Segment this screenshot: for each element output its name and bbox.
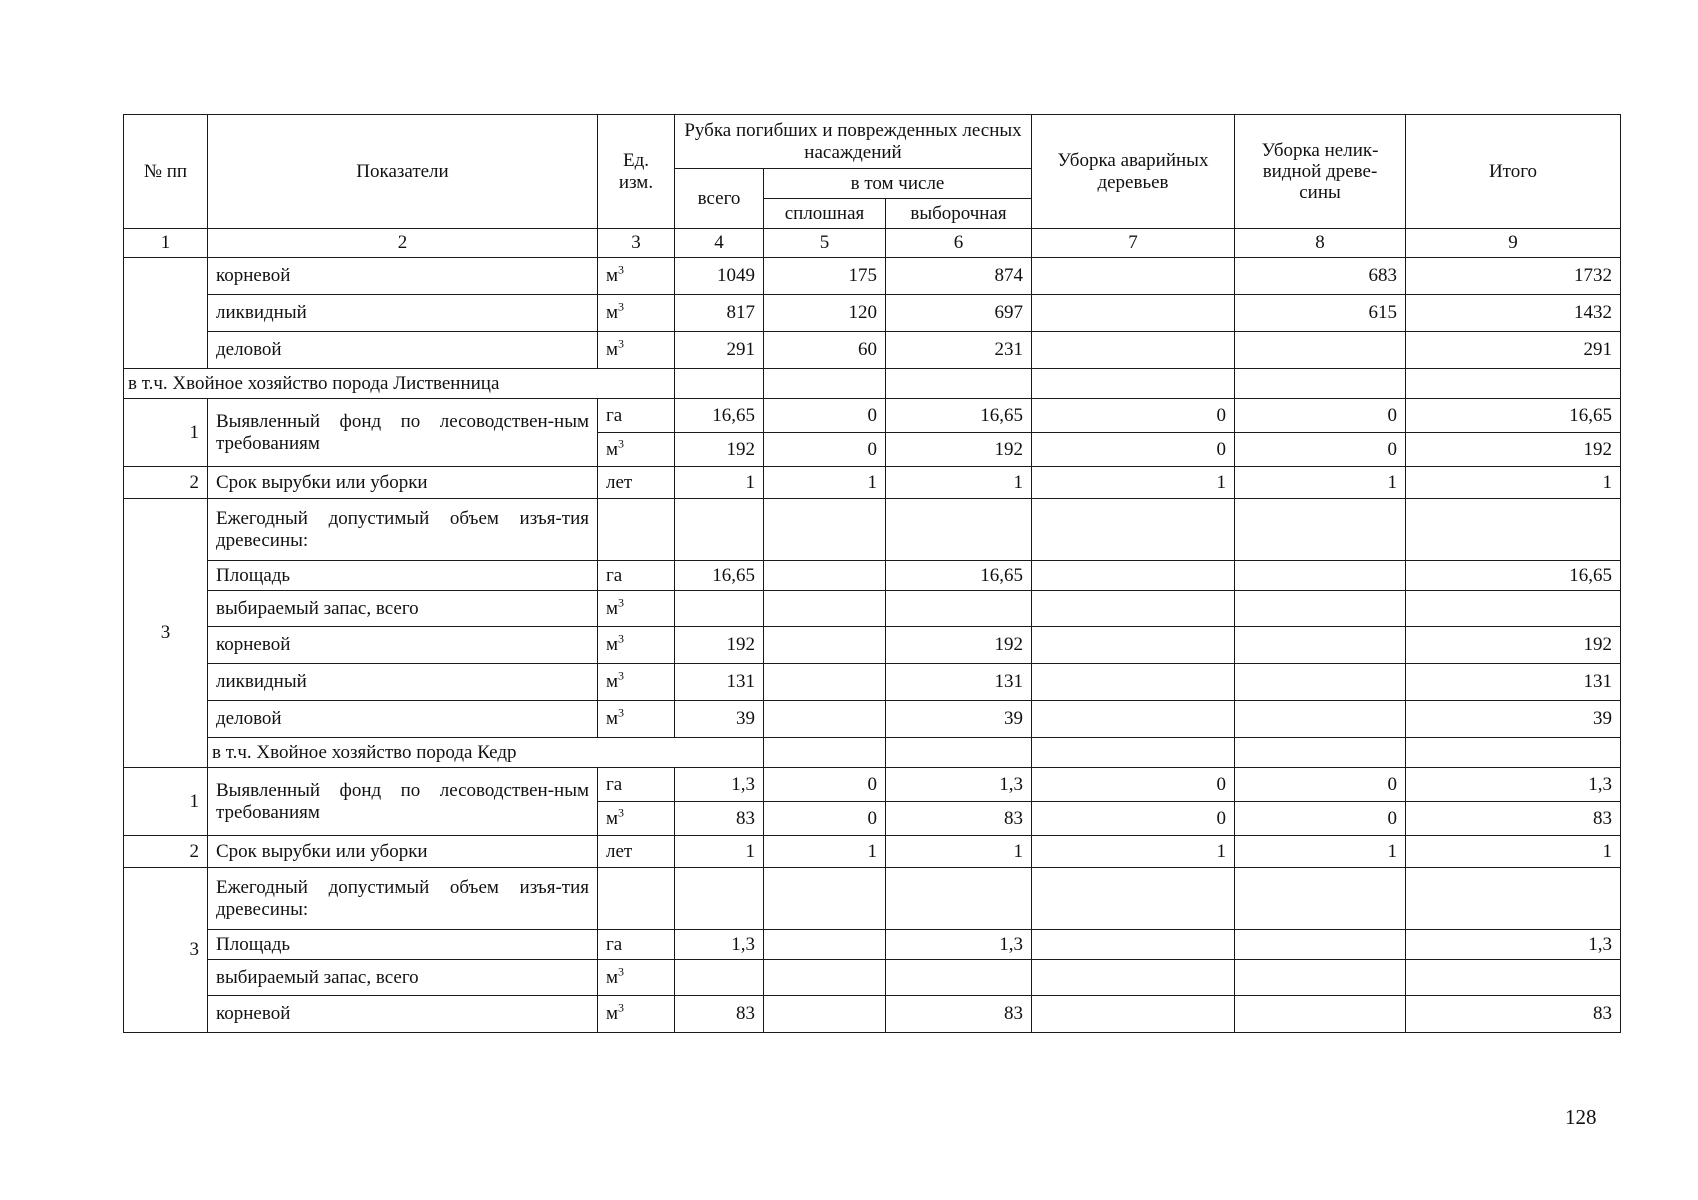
unit-cell: $м^3$ — [598, 332, 675, 369]
table-row — [124, 664, 1621, 701]
unit-cell: $м^3$ — [598, 258, 675, 295]
row-number: 3 — [124, 499, 208, 768]
table-row — [124, 768, 1621, 802]
row-label: ликвидный — [208, 295, 598, 332]
value-cell: 83 — [675, 996, 764, 1033]
unit-cell: $м^3$ — [598, 996, 675, 1033]
value-cell: 1 — [1406, 836, 1621, 868]
value-cell: 1 — [1032, 467, 1235, 499]
header-emergency: Уборка аварийных деревьев — [1032, 115, 1235, 229]
table-row — [124, 868, 1621, 930]
row-label: Площадь — [208, 561, 598, 591]
value-cell: 192 — [675, 627, 764, 664]
value-cell: 1732 — [1406, 258, 1621, 295]
value-cell: 131 — [675, 664, 764, 701]
table-row — [124, 627, 1621, 664]
empty-cell — [1235, 499, 1406, 561]
table-row — [124, 836, 1621, 868]
empty-cell — [886, 868, 1032, 930]
header-indicators: Показатели — [208, 115, 598, 229]
col-number: 1 — [124, 229, 208, 258]
value-cell — [764, 701, 886, 738]
unit-cell: $м^3$ — [598, 802, 675, 836]
row-number: 1 — [124, 768, 208, 836]
empty-cell — [886, 499, 1032, 561]
row-label: выбираемый запас, всего — [208, 591, 598, 627]
empty-cell — [675, 591, 764, 627]
value-cell: 1,3 — [1406, 768, 1621, 802]
row-label: Срок вырубки или уборки — [208, 467, 598, 499]
empty-cell — [1235, 591, 1406, 627]
value-cell: 83 — [886, 996, 1032, 1033]
value-cell: 16,65 — [1406, 561, 1621, 591]
value-cell: 192 — [675, 433, 764, 467]
value-cell: 16,65 — [675, 399, 764, 433]
row-label: ликвидный — [208, 664, 598, 701]
empty-cell — [1235, 369, 1406, 399]
empty-cell — [764, 960, 886, 996]
empty-cell — [1235, 868, 1406, 930]
value-cell: 874 — [886, 258, 1032, 295]
value-cell: 192 — [1406, 433, 1621, 467]
value-cell — [764, 664, 886, 701]
col-number: 8 — [1235, 229, 1406, 258]
empty-cell — [598, 499, 675, 561]
value-cell: 0 — [764, 433, 886, 467]
value-cell — [1235, 561, 1406, 591]
value-cell: 83 — [1406, 996, 1621, 1033]
value-cell: 0 — [764, 399, 886, 433]
value-cell: 0 — [1032, 768, 1235, 802]
unit-cell: га — [598, 930, 675, 960]
value-cell: 0 — [1235, 399, 1406, 433]
table-row — [124, 399, 1621, 433]
page-number: 128 — [1565, 1105, 1597, 1129]
value-cell — [1032, 996, 1235, 1033]
value-cell: 131 — [1406, 664, 1621, 701]
table-row — [124, 996, 1621, 1033]
empty-cell — [1406, 868, 1621, 930]
value-cell: 0 — [1235, 433, 1406, 467]
row-label: корневой — [208, 627, 598, 664]
unit-cell: лет — [598, 467, 675, 499]
empty-cell — [1032, 369, 1235, 399]
row-number: 2 — [124, 467, 208, 499]
value-cell: 1 — [1032, 836, 1235, 868]
value-cell: 1,3 — [1406, 930, 1621, 960]
value-cell: 1 — [1235, 467, 1406, 499]
value-cell: 39 — [1406, 701, 1621, 738]
value-cell: 817 — [675, 295, 764, 332]
table-row — [124, 332, 1621, 369]
table-row — [124, 960, 1621, 996]
forest-data-table — [123, 114, 1621, 1033]
row-label: деловой — [208, 701, 598, 738]
value-cell: 0 — [1235, 802, 1406, 836]
empty-cell — [1032, 499, 1235, 561]
value-cell: 1049 — [675, 258, 764, 295]
empty-cell — [1032, 738, 1235, 768]
header-cutting: Рубка погибших и поврежденных лесных насаждений — [675, 115, 1032, 169]
column-number-row — [124, 229, 1621, 258]
value-cell: 192 — [1406, 627, 1621, 664]
value-cell: 1 — [675, 836, 764, 868]
value-cell: 291 — [1406, 332, 1621, 369]
empty-cell — [1235, 960, 1406, 996]
value-cell: 0 — [1032, 802, 1235, 836]
value-cell — [1032, 295, 1235, 332]
unit-cell: га — [598, 399, 675, 433]
value-cell: 39 — [886, 701, 1032, 738]
section-title: в т.ч. Хвойное хозяйство порода Лиственница — [124, 369, 675, 399]
empty-cell — [598, 868, 675, 930]
value-cell: 1,3 — [675, 768, 764, 802]
col-number: 4 — [675, 229, 764, 258]
unit-cell: $м^3$ — [598, 664, 675, 701]
value-cell — [1235, 627, 1406, 664]
empty-cell — [1032, 960, 1235, 996]
empty-cell — [886, 738, 1032, 768]
header-nonliquid: Уборка нелик-видной древе-сины — [1235, 115, 1406, 229]
col-number: 9 — [1406, 229, 1621, 258]
value-cell: 1,3 — [886, 930, 1032, 960]
unit-cell: $м^3$ — [598, 433, 675, 467]
empty-cell — [764, 499, 886, 561]
col-number: 3 — [598, 229, 675, 258]
value-cell: 1 — [886, 467, 1032, 499]
empty-cell — [1406, 499, 1621, 561]
value-cell — [1235, 332, 1406, 369]
table-row — [124, 561, 1621, 591]
unit-cell: га — [598, 768, 675, 802]
value-cell: 16,65 — [675, 561, 764, 591]
value-cell: 615 — [1235, 295, 1406, 332]
header-including: в том числе — [764, 169, 1032, 199]
value-cell — [764, 930, 886, 960]
empty-cell — [886, 960, 1032, 996]
row-number: 1 — [124, 399, 208, 467]
row-label: выбираемый запас, всего — [208, 960, 598, 996]
value-cell: 120 — [764, 295, 886, 332]
value-cell: 131 — [886, 664, 1032, 701]
value-cell: 83 — [675, 802, 764, 836]
section-title-row — [124, 369, 1621, 399]
col-number: 2 — [208, 229, 598, 258]
header-total: Итого — [1406, 115, 1621, 229]
empty-cell — [1406, 738, 1621, 768]
row-number: 2 — [124, 836, 208, 868]
table-row — [124, 295, 1621, 332]
empty-cell — [1406, 960, 1621, 996]
value-cell — [1032, 701, 1235, 738]
value-cell — [1032, 561, 1235, 591]
value-cell: 16,65 — [1406, 399, 1621, 433]
header-selective: выборочная — [886, 199, 1032, 229]
value-cell: 16,65 — [886, 399, 1032, 433]
value-cell — [1032, 258, 1235, 295]
empty-cell — [886, 591, 1032, 627]
table-row — [124, 591, 1621, 627]
section-title-row — [124, 738, 1621, 768]
table-row — [124, 930, 1621, 960]
row-label: Ежегодный допустимый объем изъя-тия древесины: — [208, 868, 598, 930]
empty-cell — [675, 960, 764, 996]
row-label: Площадь — [208, 930, 598, 960]
unit-cell: $м^3$ — [598, 627, 675, 664]
value-cell — [1235, 701, 1406, 738]
value-cell: 83 — [886, 802, 1032, 836]
value-cell: 1 — [764, 836, 886, 868]
value-cell: 697 — [886, 295, 1032, 332]
row-number-cell — [124, 258, 208, 369]
value-cell — [1032, 664, 1235, 701]
value-cell — [1235, 996, 1406, 1033]
row-label: деловой — [208, 332, 598, 369]
value-cell: 1432 — [1406, 295, 1621, 332]
empty-cell — [1032, 591, 1235, 627]
value-cell: 192 — [886, 627, 1032, 664]
empty-cell — [1406, 591, 1621, 627]
header-num: № пп — [124, 115, 208, 229]
value-cell: 1,3 — [886, 768, 1032, 802]
value-cell: 1 — [675, 467, 764, 499]
value-cell — [764, 627, 886, 664]
empty-cell — [1032, 868, 1235, 930]
col-number: 7 — [1032, 229, 1235, 258]
unit-cell: $м^3$ — [598, 295, 675, 332]
unit-cell: $м^3$ — [598, 960, 675, 996]
value-cell: 1 — [764, 467, 886, 499]
unit-cell: $м^3$ — [598, 701, 675, 738]
value-cell: 175 — [764, 258, 886, 295]
col-number: 6 — [886, 229, 1032, 258]
value-cell: 16,65 — [886, 561, 1032, 591]
value-cell: 1 — [886, 836, 1032, 868]
empty-cell — [764, 738, 886, 768]
row-label: Выявленный фонд по лесоводствен-ным требованиям — [208, 768, 598, 836]
table-row — [124, 258, 1621, 295]
row-label: корневой — [208, 996, 598, 1033]
empty-cell — [1235, 738, 1406, 768]
value-cell: 683 — [1235, 258, 1406, 295]
section-title: в т.ч. Хвойное хозяйство порода Кедр — [208, 738, 764, 768]
value-cell: 60 — [764, 332, 886, 369]
unit-cell: $м^3$ — [598, 591, 675, 627]
value-cell: 291 — [675, 332, 764, 369]
table-row — [124, 467, 1621, 499]
empty-cell — [764, 591, 886, 627]
value-cell — [1235, 664, 1406, 701]
table-row — [124, 701, 1621, 738]
empty-cell — [764, 868, 886, 930]
value-cell — [1032, 627, 1235, 664]
row-label: Выявленный фонд по лесоводствен-ным требованиям — [208, 399, 598, 467]
value-cell: 0 — [764, 768, 886, 802]
empty-cell — [764, 369, 886, 399]
value-cell: 192 — [886, 433, 1032, 467]
empty-cell — [1406, 369, 1621, 399]
empty-cell — [886, 369, 1032, 399]
row-label: Срок вырубки или уборки — [208, 836, 598, 868]
value-cell — [764, 561, 886, 591]
table-row — [124, 499, 1621, 561]
unit-cell: лет — [598, 836, 675, 868]
value-cell: 1 — [1235, 836, 1406, 868]
value-cell: 0 — [1032, 399, 1235, 433]
value-cell — [1235, 930, 1406, 960]
row-label: корневой — [208, 258, 598, 295]
value-cell: 0 — [1032, 433, 1235, 467]
value-cell: 1 — [1406, 467, 1621, 499]
value-cell: 0 — [764, 802, 886, 836]
header-clear: сплошная — [764, 199, 886, 229]
value-cell — [764, 996, 886, 1033]
empty-cell — [675, 499, 764, 561]
value-cell: 1,3 — [675, 930, 764, 960]
value-cell: 39 — [675, 701, 764, 738]
value-cell — [1032, 332, 1235, 369]
value-cell — [1032, 930, 1235, 960]
header-row — [124, 115, 1621, 169]
empty-cell — [675, 868, 764, 930]
row-number: 3 — [124, 868, 208, 1033]
value-cell: 0 — [1235, 768, 1406, 802]
unit-cell: га — [598, 561, 675, 591]
header-total-all: всего — [675, 169, 764, 229]
header-unit: Ед. изм. — [598, 115, 675, 229]
value-cell: 231 — [886, 332, 1032, 369]
col-number: 5 — [764, 229, 886, 258]
row-label: Ежегодный допустимый объем изъя-тия древесины: — [208, 499, 598, 561]
value-cell: 83 — [1406, 802, 1621, 836]
empty-cell — [675, 369, 764, 399]
